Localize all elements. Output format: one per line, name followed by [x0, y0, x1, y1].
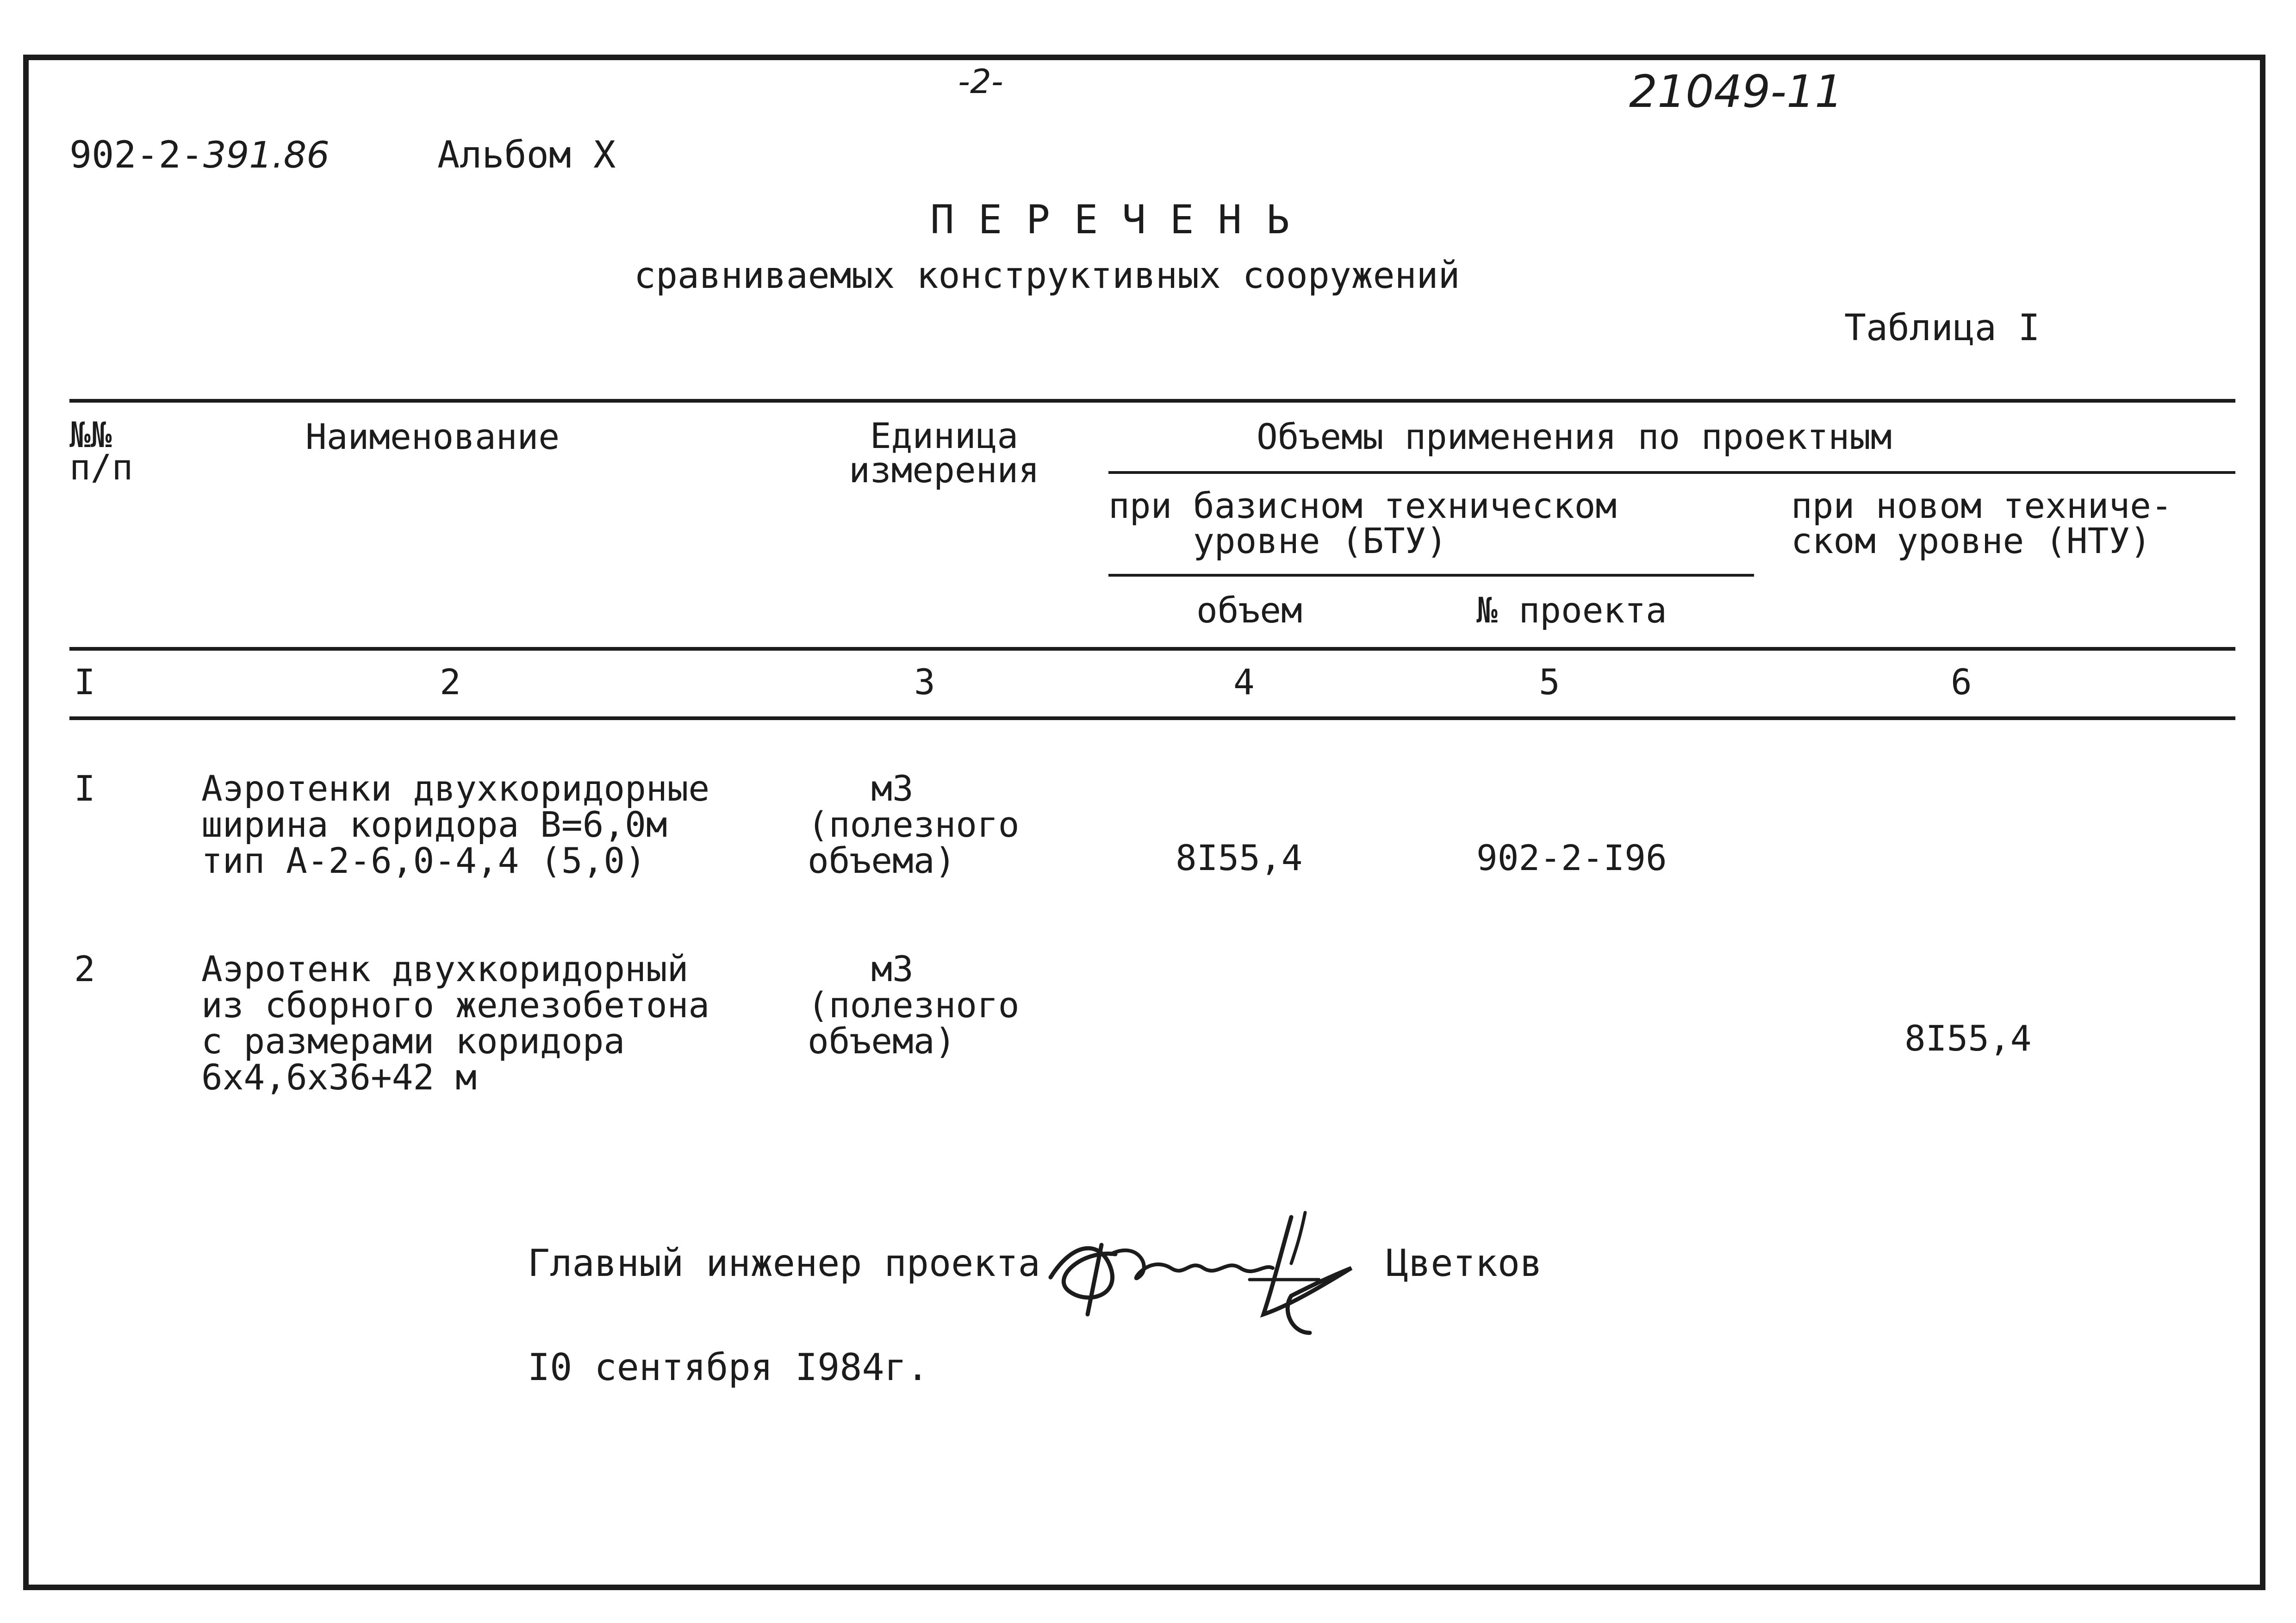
header-volumes: Объемы применения по проектным: [1257, 416, 1892, 457]
column-number-3: 3: [914, 661, 935, 703]
column-number-1: I: [74, 661, 95, 703]
row-unit: м3 (полезного объема): [808, 948, 1020, 1062]
sheet-code: 21049-11: [1629, 66, 1843, 118]
header-bottom-rule: [69, 647, 2235, 651]
handwritten-signature: [1032, 1199, 1365, 1337]
row-name: Аэротенк двухкоридорный из сборного железобетона с размерами коридора 6х4,6х36+42 м: [201, 948, 710, 1098]
row-unit: м3 (полезного объема): [808, 768, 1020, 881]
table-top-rule: [69, 399, 2235, 403]
row-project-btu: 902-2-I96: [1476, 837, 1667, 878]
table-label: Таблица I: [1844, 307, 2040, 349]
document-code-handwritten: 391.86: [203, 135, 330, 176]
column-number-6: 6: [1951, 661, 1972, 703]
document-code-printed: 902-2-: [69, 133, 203, 176]
row-volume-btu: 8I55,4: [1176, 837, 1303, 878]
signatory-name: Цветков: [1386, 1242, 1543, 1285]
row-volume-ntu: 8I55,4: [1904, 1018, 2032, 1059]
btu-rule: [1108, 574, 1754, 577]
album-label: Альбом X: [437, 133, 616, 176]
page-number: -2-: [958, 62, 1003, 101]
document-title: П Е Р Е Ч Е Н Ь: [930, 197, 1290, 243]
header-name: Наименование: [305, 416, 560, 457]
column-number-2: 2: [440, 661, 461, 703]
row-number: 2: [74, 948, 95, 989]
header-ntu: при новом техниче- ском уровне (НТУ): [1791, 485, 2172, 561]
signature-date: I0 сентября I984г.: [528, 1346, 929, 1389]
document-code: [69, 133, 330, 176]
column-numbers-rule: [69, 716, 2235, 720]
row-number: I: [74, 768, 95, 809]
document-subtitle: сравниваемых конструктивных сооружений: [634, 255, 1460, 297]
header-unit: Единица измерения: [849, 415, 1039, 491]
header-volume: объем: [1196, 590, 1302, 631]
row-name: Аэротенки двухкоридорные ширина коридора В=6,0м тип А-2-6,0-4,4 (5,0): [201, 768, 710, 881]
volumes-rule: [1108, 471, 2235, 474]
header-project-no: № проекта: [1476, 590, 1667, 631]
column-number-4: 4: [1233, 661, 1255, 703]
header-btu: при базисном техническом уровне (БТУ): [1108, 485, 1617, 561]
column-number-5: 5: [1539, 661, 1560, 703]
header-num: №№ п/п: [69, 414, 133, 488]
signatory-position: Главный инженер проекта: [528, 1242, 1040, 1285]
